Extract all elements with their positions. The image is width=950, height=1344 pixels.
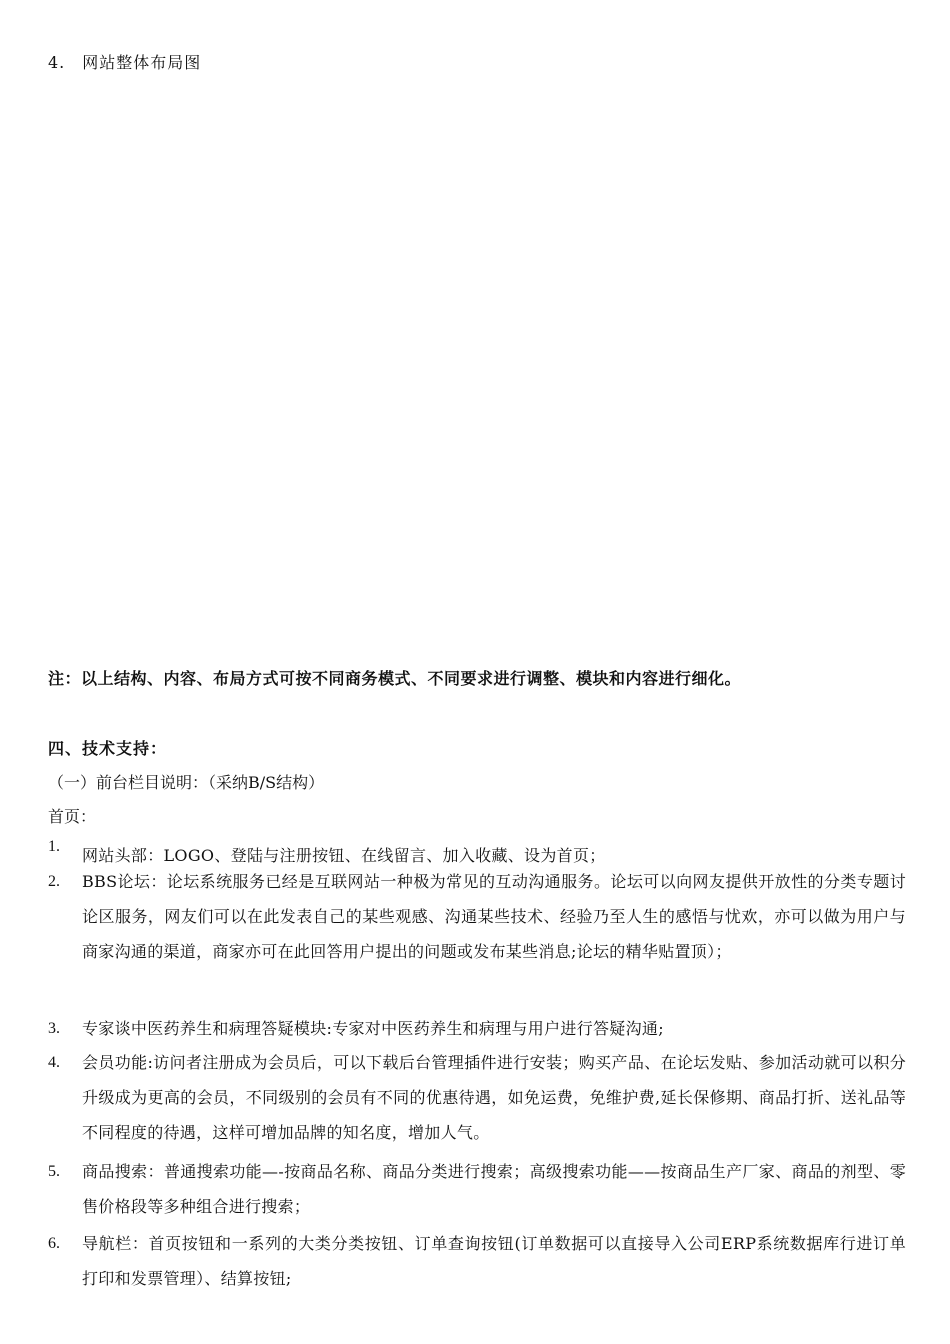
subsection-title: （一）前台栏目说明：（采纳B/S结构） [48,773,325,792]
list-item-number: 6. [48,1235,60,1252]
list-item-text: 专家谈中医药养生和病理答疑模块:专家对中医药养生和病理与用户进行答疑沟通; [82,1019,664,1038]
list-item-text: 导航栏：首页按钮和一系列的大类分类按钮、订单查询按钮(订单数据可以直接导入公司ERP系统数据库行进订单打印和发票管理）、结算按钮; [82,1234,906,1288]
list-item-number: 1. [48,838,60,855]
list-item-number: 3. [48,1020,60,1037]
list-item-number: 2. [48,873,60,890]
section-title: 四、技术支持： [48,739,168,758]
layout-section-heading: 4. 网站整体布局图 [48,53,202,72]
list-item-text: 会员功能:访问者注册成为会员后，可以下载后台管理插件进行安装；购买产品、在论坛发贴、参加活动就可以积分升级成为更高的会员，不同级别的会员有不同的优惠待遇，如免运费，免维护费,延长保修期、商品打折、送礼品等不同程度的待遇，这样可增加品牌的知名度，增加人气。 [82,1053,906,1142]
list-item-text: 网站头部：LOGO、登陆与注册按钮、在线留言、加入收藏、设为首页； [82,846,606,865]
list-item-text: 商品搜索：普通搜索功能—-按商品名称、商品分类进行搜索；高级搜索功能——按商品生产厂家、商品的剂型、零售价格段等多种组合进行搜索； [82,1162,906,1216]
list-item-number: 4. [48,1054,60,1071]
list-item-text: BBS论坛：论坛系统服务已经是互联网站一种极为常见的互动沟通服务。论坛可以向网友提供开放性的分类专题讨论区服务，网友们可以在此发表自己的某些观感、沟通某些技术、经验乃至人生的感悟与忧欢，亦可以做为用户与商家沟通的渠道，商家亦可在此回答用户提出的问题或发布某些消息;论坛的精华贴置顶）； [82,872,906,961]
home-label: 首页： [48,807,97,826]
list-item-number: 5. [48,1163,60,1180]
note-paragraph: 注：以上结构、内容、布局方式可按不同商务模式、不同要求进行调整、模块和内容进行细化。 [48,669,742,688]
